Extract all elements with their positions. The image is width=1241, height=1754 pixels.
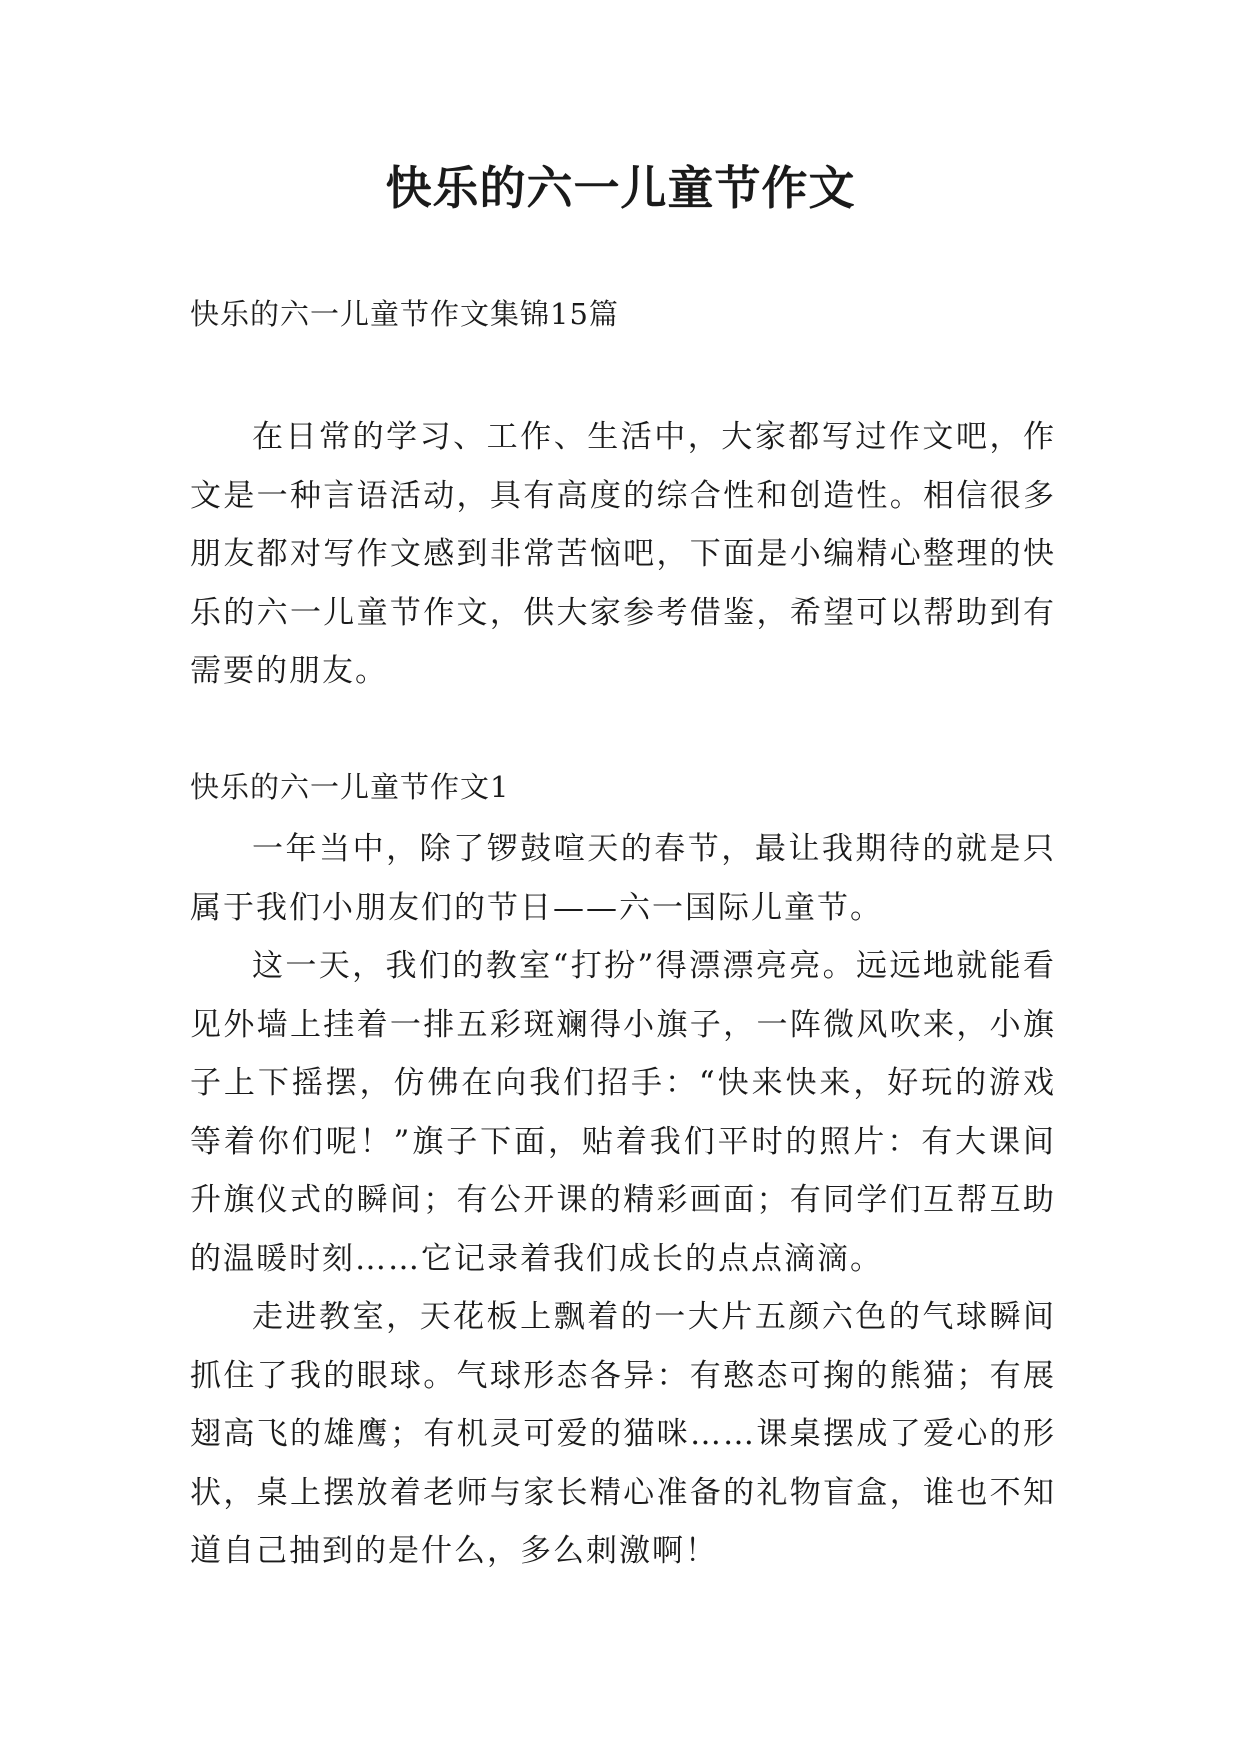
document-title: 快乐的六一儿童节作文 [385,161,856,215]
document-subtitle: 快乐的六一儿童节作文集锦15篇 [190,297,619,331]
essay-heading: 快乐的六一儿童节作文1 [190,770,510,804]
essay-paragraph-3: 走进教室，天花板上飘着的一大片五颜六色的气球瞬间抓住了我的眼球。气球形态各异：有憨态可掬的熊猫；有展翅高飞的雄鹰；有机灵可爱的猫咪……课桌摆成了爱心的形状，桌上摆放着老师与家长精心准备的礼物盲盒，谁也不知道自己抽到的是什么，多么刺激啊！ [190,1299,1056,1569]
essay-body [190,820,1056,1581]
essay-paragraph-2: 这一天，我们的教室“打扮”得漂漂亮亮。远远地就能看见外墙上挂着一排五彩斑斓得小旗子，一阵微风吹来，小旗子上下摇摆，仿佛在向我们招手：“快来快来，好玩的游戏等着你们呢！”旗子下面，贴着我们平时的照片：有大课间升旗仪式的瞬间；有公开课的精彩画面；有同学们互帮互助的温暖时刻……它记录着我们成长的点点滴滴。 [190,948,1056,1277]
intro-paragraph: 在日常的学习、工作、生活中，大家都写过作文吧，作文是一种言语活动，具有高度的综合性和创造性。相信很多朋友都对写作文感到非常苦恼吧，下面是小编精心整理的快乐的六一儿童节作文，供大家参考借鉴，希望可以帮助到有需要的朋友。 [190,419,1056,689]
intro-section [190,408,1056,701]
essay-paragraph-1: 一年当中，除了锣鼓喧天的春节，最让我期待的就是只属于我们小朋友们的节日——六一国际儿童节。 [190,831,1056,926]
